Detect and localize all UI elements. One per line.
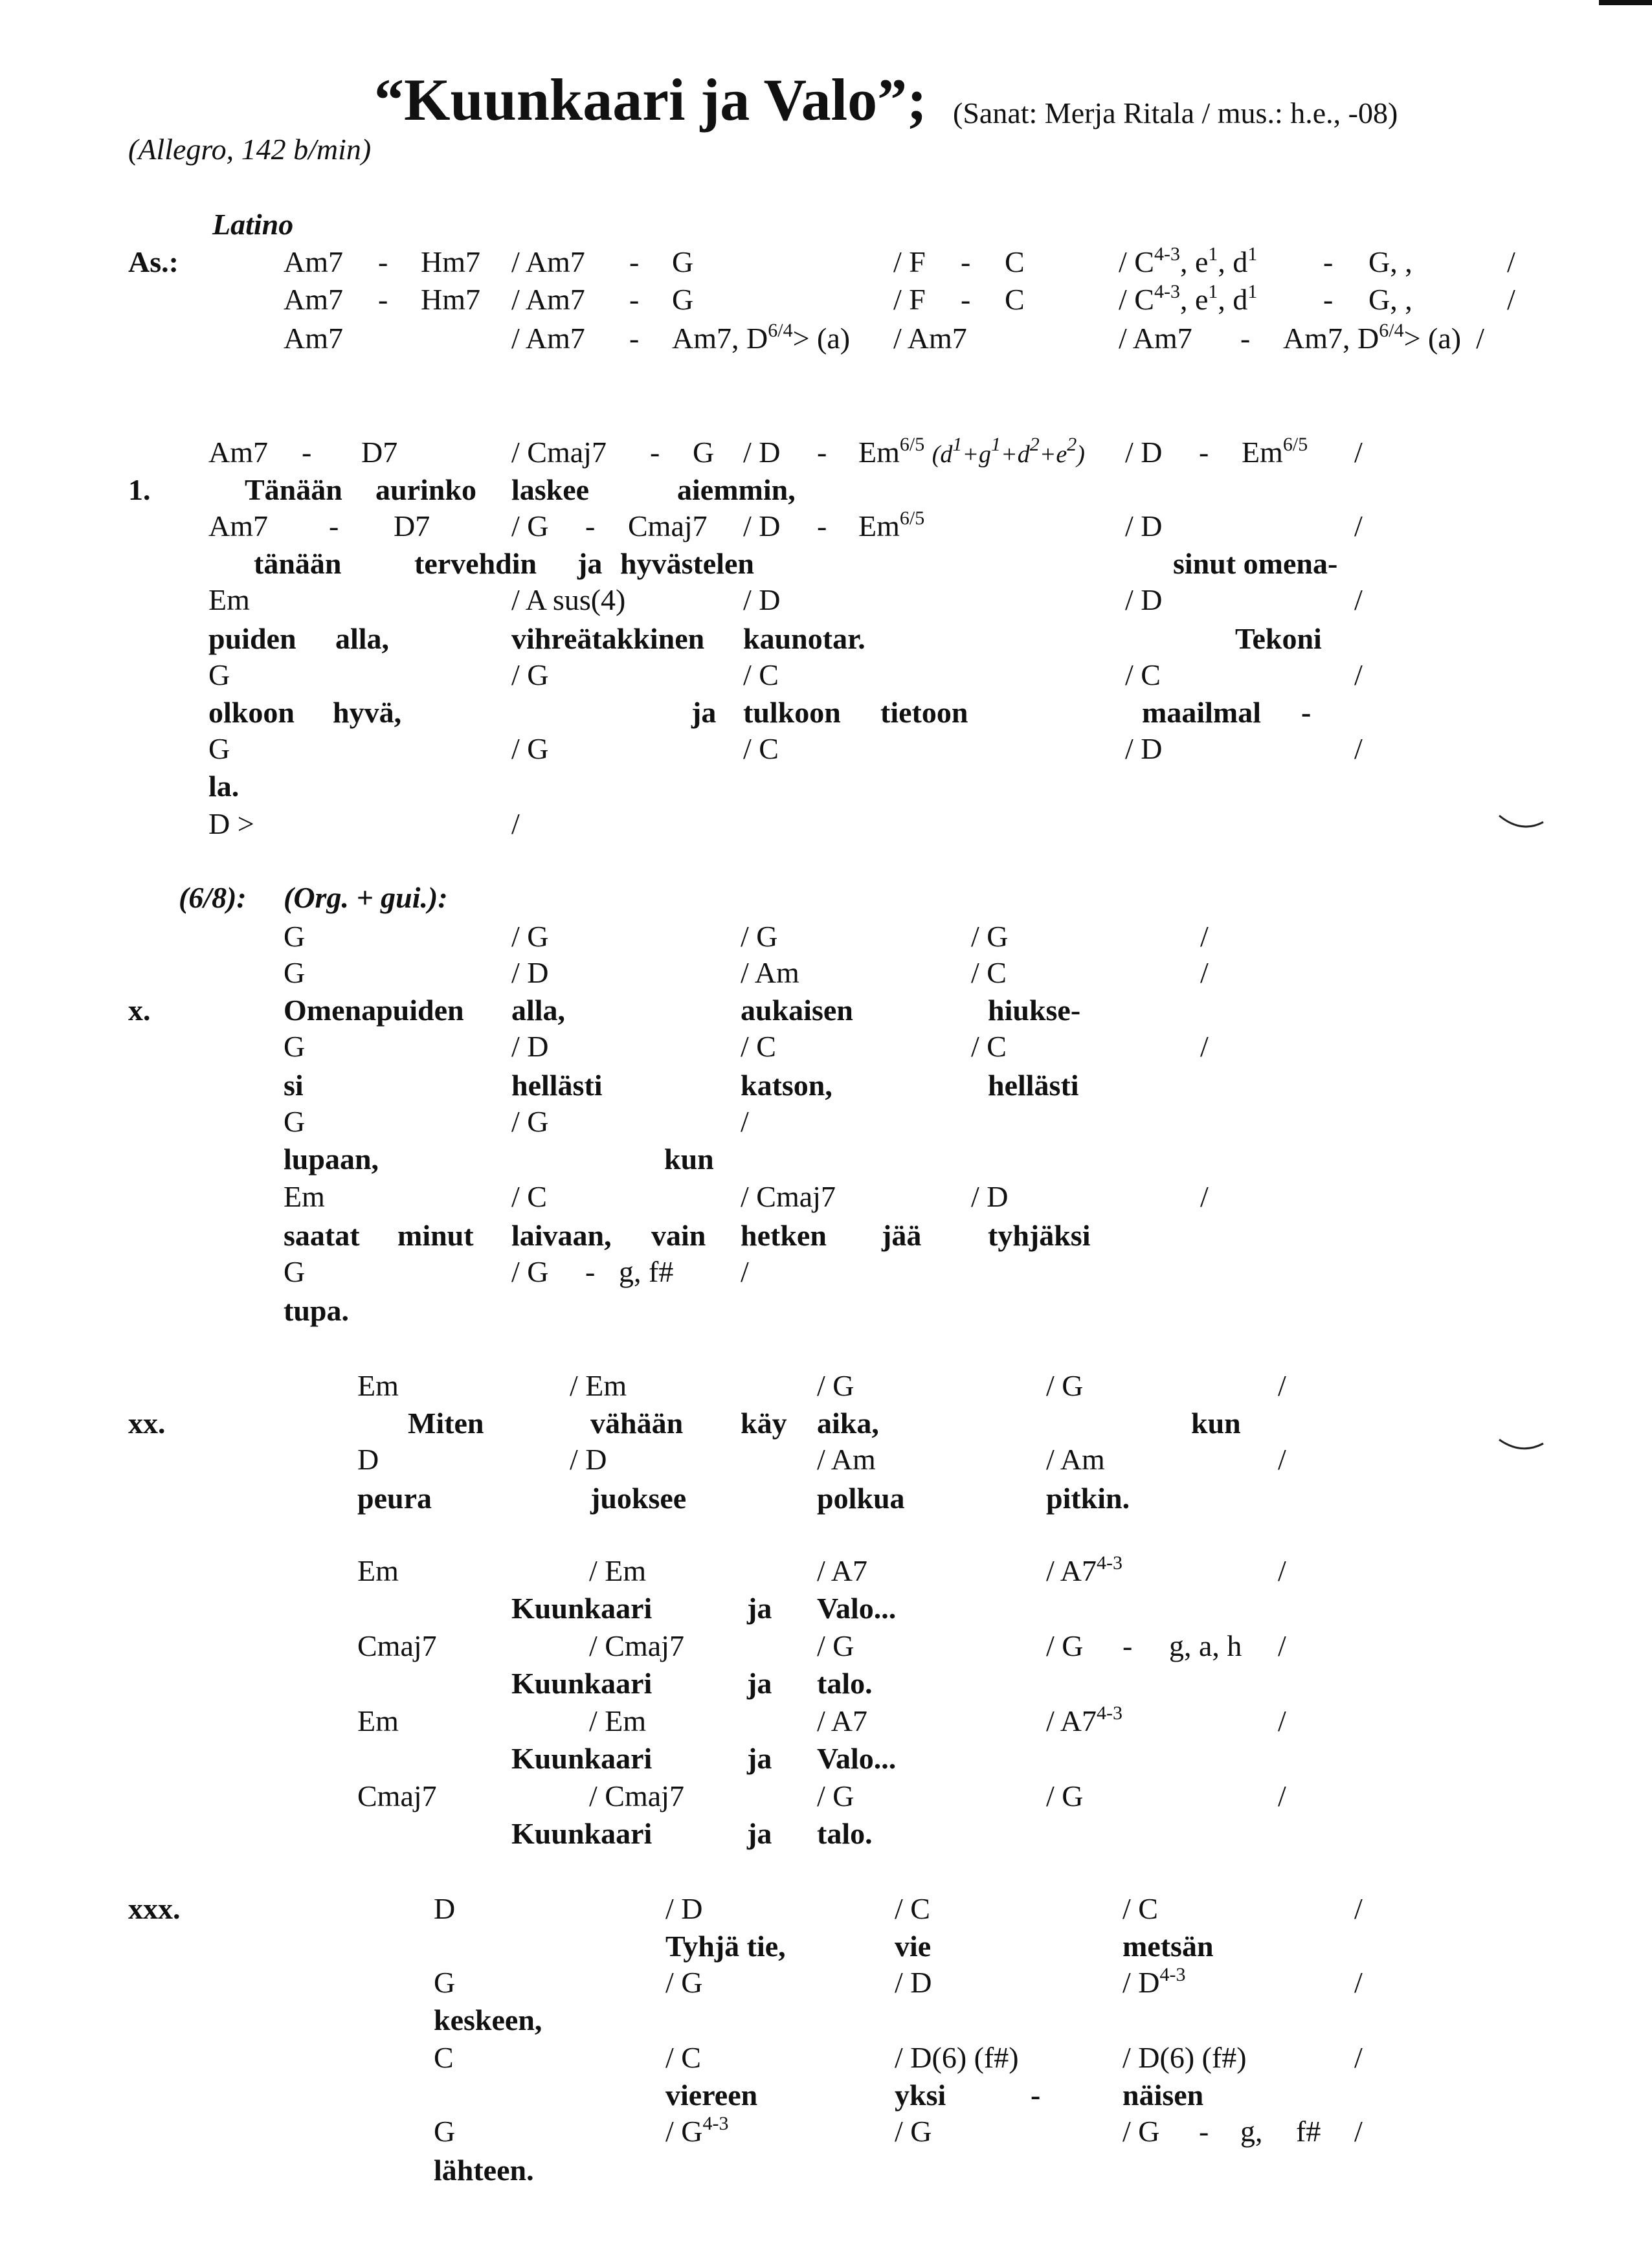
lyric: laskee — [511, 473, 590, 506]
chord: / D — [895, 1966, 932, 1999]
chord-group — [672, 320, 851, 355]
tempo-marking: (Allegro, 142 b/min) — [128, 133, 372, 166]
lyric: pitkin. — [1046, 1482, 1130, 1515]
chord: / Am7 — [511, 283, 585, 316]
chord: / D — [511, 1030, 549, 1063]
chord: / Am — [1046, 1443, 1105, 1476]
chord: / G — [665, 1966, 703, 1999]
chord-dash: - — [1122, 1629, 1133, 1662]
chord: Em — [357, 1554, 399, 1587]
intro-label: As.: — [128, 245, 179, 278]
chord-group — [1122, 1964, 1186, 1999]
chord: / A7 — [1046, 1704, 1097, 1737]
lyric: kun — [664, 1143, 714, 1176]
chord: / C — [971, 956, 1007, 989]
chord-group — [1283, 320, 1484, 355]
chord-dash: - — [329, 509, 339, 542]
lyric: hellästi — [988, 1069, 1079, 1102]
chord: G — [208, 658, 230, 691]
chord: Am7 — [284, 245, 343, 278]
chord: / D — [1125, 509, 1163, 542]
chord: / F — [893, 245, 926, 278]
chord-superscript: 4-3 — [1154, 281, 1180, 302]
lyric: talo. — [817, 1667, 873, 1700]
lyric: viereen — [665, 2079, 758, 2112]
chord-dash: - — [302, 436, 312, 469]
chord: , d — [1218, 245, 1248, 278]
lyric: tupa. — [284, 1294, 349, 1327]
chord-superscript: 1 — [1247, 281, 1258, 302]
chord: G — [434, 1966, 456, 1999]
chord: / G — [511, 1255, 549, 1288]
chord: G — [434, 2115, 456, 2148]
chord-dash: - — [817, 436, 827, 469]
chord: Am7 — [208, 509, 268, 542]
bar-line: / — [1354, 2041, 1363, 2074]
chord-superscript: 4-3 — [1096, 1552, 1122, 1574]
lyric: peura — [357, 1482, 432, 1515]
chord-dash: - — [817, 509, 827, 542]
lyric: yksi — [895, 2079, 946, 2112]
chord: , e — [1179, 245, 1209, 278]
lyric: Tyhjä tie, — [665, 1930, 786, 1963]
song-credits: (Sanat: Merja Ritala / mus.: h.e., -08) — [953, 96, 1398, 129]
chord: , e — [1179, 283, 1209, 316]
bar-line: / — [1200, 1180, 1209, 1213]
chord-dash: - — [585, 1255, 596, 1288]
lyric: jää — [882, 1219, 922, 1252]
verse-label: xx. — [128, 1407, 166, 1440]
chord: Em — [357, 1704, 399, 1737]
chord: Em — [858, 436, 900, 469]
lyric: Omenapuiden — [284, 994, 464, 1027]
chord-group — [1242, 434, 1308, 469]
lyric: olkoon — [208, 696, 295, 729]
chord: Am7 — [208, 436, 268, 469]
lyric: kun — [1191, 1407, 1241, 1440]
chord-superscript: 6/5 — [899, 434, 925, 455]
lyric: si — [284, 1069, 304, 1102]
lyric: metsän — [1122, 1930, 1214, 1963]
chord: / G — [817, 1779, 854, 1812]
chord: / A7 — [817, 1704, 867, 1737]
bar-line: / — [1278, 1443, 1286, 1476]
bar-line: / — [1354, 1966, 1363, 1999]
chord: / G — [741, 920, 778, 953]
chord: / A7 — [817, 1554, 867, 1587]
chord: G — [284, 920, 306, 953]
lyric: Valo... — [817, 1592, 897, 1625]
chord-superscript: 1 — [1208, 281, 1218, 302]
chord-dash: - — [1199, 436, 1209, 469]
chord: / Cmaj7 — [589, 1779, 684, 1812]
chord-dash: - — [961, 245, 971, 278]
chord: g, a, h — [1169, 1629, 1242, 1662]
chord-superscript: 6/5 — [899, 507, 925, 529]
chord-superscript: 6/4 — [1379, 320, 1404, 341]
bar-line: / — [1200, 1030, 1209, 1063]
chord-superscript: 6/4 — [768, 320, 793, 341]
chord: / Am7 — [511, 245, 585, 278]
style-label: Latino — [212, 208, 294, 241]
chord: / C — [1125, 658, 1161, 691]
chord: Em — [208, 583, 250, 616]
lyric: aukaisen — [741, 994, 853, 1027]
chord-dash: - — [1323, 283, 1334, 316]
bar-line: / — [1354, 732, 1363, 765]
chord-dash: - — [629, 322, 640, 355]
chord: G — [693, 436, 715, 469]
chord: Em — [858, 509, 900, 542]
lyric: tietoon — [880, 696, 968, 729]
chord: Hm7 — [421, 245, 480, 278]
chord: / Am — [817, 1443, 876, 1476]
chord: Am7 — [284, 283, 343, 316]
chord: / D — [1125, 732, 1163, 765]
bar-line: / — [1354, 2115, 1363, 2148]
chord-group — [1119, 281, 1258, 316]
chord: / Am7 — [893, 322, 967, 355]
chord: / D — [511, 956, 549, 989]
lyric: Valo... — [817, 1742, 897, 1775]
lyric: polkua — [817, 1482, 905, 1515]
bar-line: / — [1507, 283, 1515, 316]
chord: / G — [511, 658, 549, 691]
chord: Em — [357, 1369, 399, 1402]
lyric: käy — [741, 1407, 787, 1440]
bar-line: / — [741, 1105, 749, 1138]
lyric: Kuunkaari — [511, 1817, 653, 1850]
chord: / Am7 — [511, 322, 585, 355]
chord: G — [672, 245, 694, 278]
chord: D — [434, 1892, 456, 1925]
punch-hole-mark — [1495, 1424, 1547, 1463]
chord-group — [858, 434, 1085, 469]
chord: / G — [1046, 1369, 1084, 1402]
bar-line: / — [1354, 509, 1363, 542]
lyric: ja — [747, 1742, 772, 1775]
bar-line: / — [1278, 1704, 1286, 1737]
chord: / C — [743, 658, 779, 691]
chord-group — [858, 507, 925, 542]
chord-group — [1119, 243, 1258, 278]
chord: / C — [665, 2041, 701, 2074]
bar-line: / — [1354, 583, 1363, 616]
chord: / G — [511, 509, 549, 542]
bar-line: / — [1200, 920, 1209, 953]
bar-line: / — [1278, 1369, 1286, 1402]
verse-label: xxx. — [128, 1892, 181, 1925]
lyric: ja — [747, 1667, 772, 1700]
lyric: Tänään — [245, 473, 342, 506]
chord: D7 — [361, 436, 398, 469]
song-title: “Kuunkaari ja Valo”; — [374, 67, 927, 133]
verse-label: 1. — [128, 473, 151, 506]
lyric: alla, — [335, 622, 390, 655]
chord: / D — [1125, 436, 1163, 469]
lyric: hellästi — [511, 1069, 603, 1102]
chord: / Am7 — [1119, 322, 1192, 355]
chord: / Em — [589, 1554, 647, 1587]
chord: > (a) / — [1403, 322, 1484, 355]
lyric: aiemmin, — [677, 473, 796, 506]
chord-dash: - — [629, 245, 640, 278]
lyric: Kuunkaari — [511, 1742, 653, 1775]
chord: C — [434, 2041, 454, 2074]
chord-superscript: 1 — [1208, 243, 1218, 265]
lyric: kaunotar. — [743, 622, 865, 655]
chord: / C — [511, 1180, 547, 1213]
chord: / G — [817, 1369, 854, 1402]
chord-dash: - — [1323, 245, 1334, 278]
chord: g, f# — [619, 1255, 674, 1288]
lyric: ja — [691, 696, 717, 729]
chord: / G — [1046, 1779, 1084, 1812]
chord: f# — [1296, 2115, 1321, 2148]
lyric: maailmal — [1142, 696, 1261, 729]
chord: / D — [665, 1892, 703, 1925]
lyric: tervehdin — [414, 547, 537, 580]
lyric: la. — [208, 770, 240, 803]
lyric: Tekoni — [1235, 622, 1322, 655]
chord: Am7, D — [672, 322, 768, 355]
chord: Am7 — [284, 322, 343, 355]
lyric: ja — [747, 1592, 772, 1625]
chord: / Cmaj7 — [741, 1180, 836, 1213]
chord: / C — [743, 732, 779, 765]
chord: g, — [1240, 2115, 1263, 2148]
chord-superscript: 1 — [1247, 243, 1258, 265]
chord: G — [284, 956, 306, 989]
chord: / G — [511, 1105, 549, 1138]
lyric-hyphen: - — [1031, 2079, 1041, 2112]
chord-group — [1046, 1702, 1122, 1737]
chord: / G — [1046, 1629, 1084, 1662]
bar-line: / — [511, 807, 520, 840]
chord-superscript: 4-3 — [1154, 243, 1180, 265]
chord-dash: - — [961, 283, 971, 316]
chord: D > — [208, 807, 254, 840]
lyric: alla, — [511, 994, 566, 1027]
lyric: saatat — [284, 1219, 360, 1252]
lyric: tänään — [254, 547, 342, 580]
chord: G — [208, 732, 230, 765]
lyric: ja — [747, 1817, 772, 1850]
chord: D7 — [394, 509, 430, 542]
lyric: vihreätakkinen — [511, 622, 705, 655]
chord: / G — [1122, 2115, 1160, 2148]
lyric: minut — [397, 1219, 474, 1252]
chord: G, , — [1368, 245, 1412, 278]
chord: / D — [743, 509, 781, 542]
chord-note: $(d^1+g^1+d^2+e^2)$ — [932, 434, 1085, 468]
bar-line: / — [1278, 1779, 1286, 1812]
lyric: hyvä, — [333, 696, 402, 729]
chord: / C — [1119, 245, 1154, 278]
chord: / C — [971, 1030, 1007, 1063]
chord-dash: - — [378, 283, 388, 316]
lyric: tyhjäksi — [988, 1219, 1091, 1252]
lyric: aurinko — [375, 473, 476, 506]
chord: / Em — [570, 1369, 627, 1402]
chord: / G — [971, 920, 1009, 953]
lyric: talo. — [817, 1817, 873, 1850]
chord: / D — [570, 1443, 607, 1476]
chord: C — [1005, 283, 1025, 316]
chord: / Cmaj7 — [589, 1629, 684, 1662]
chord-dash: - — [1199, 2115, 1209, 2148]
chord-group — [665, 2113, 729, 2148]
lyric: lupaan, — [284, 1143, 379, 1176]
chord: Cmaj7 — [357, 1779, 437, 1812]
chord: / D — [971, 1180, 1009, 1213]
verse-label: x. — [128, 994, 151, 1027]
chord: / C — [741, 1030, 776, 1063]
chord: Am7, D — [1283, 322, 1379, 355]
meter-label: (6/8): — [179, 881, 247, 914]
chord: / C — [1122, 1892, 1158, 1925]
chord: / G — [665, 2115, 703, 2148]
bar-line: / — [1200, 956, 1209, 989]
chord: Em — [284, 1180, 325, 1213]
chord: / Cmaj7 — [511, 436, 607, 469]
chord: / Em — [589, 1704, 647, 1737]
lyric: Kuunkaari — [511, 1592, 653, 1625]
chord: / D(6) (f#) — [895, 2041, 1019, 2074]
chord: D — [357, 1443, 379, 1476]
chord: Hm7 — [421, 283, 480, 316]
chord: G — [284, 1105, 306, 1138]
bar-line: / — [1278, 1629, 1286, 1662]
chord-dash: - — [1240, 322, 1251, 355]
bar-line: / — [741, 1255, 749, 1288]
chord: / D — [743, 583, 781, 616]
chord: Em — [1242, 436, 1283, 469]
lyric: juoksee — [590, 1482, 687, 1515]
chord: / D — [743, 436, 781, 469]
chord: , d — [1218, 283, 1248, 316]
lyric: Kuunkaari — [511, 1667, 653, 1700]
chord: G — [284, 1255, 306, 1288]
chord-superscript: 4-3 — [702, 2113, 729, 2134]
lyric: vie — [895, 1930, 932, 1963]
lyric-hyphen: - — [1301, 696, 1312, 729]
lyric: tulkoon — [743, 696, 841, 729]
bar-line: / — [1354, 436, 1363, 469]
lyric: hyvästelen — [620, 547, 754, 580]
lyric: hiukse- — [988, 994, 1081, 1027]
lyric: laivaan, — [511, 1219, 612, 1252]
chord: Cmaj7 — [628, 509, 708, 542]
lyric: vähään — [590, 1407, 684, 1440]
chord: G — [284, 1030, 306, 1063]
chord: / D — [1122, 1966, 1160, 1999]
lyric: hetken — [741, 1219, 827, 1252]
chord-superscript: 4-3 — [1159, 1964, 1186, 1985]
chord: G — [672, 283, 694, 316]
lyric: sinut omena- — [1173, 547, 1338, 580]
chord: Cmaj7 — [357, 1629, 437, 1662]
chord: / G — [511, 732, 549, 765]
lyric: Miten — [408, 1407, 484, 1440]
chord: / D — [1125, 583, 1163, 616]
chord: / C — [895, 1892, 930, 1925]
chord-dash: - — [650, 436, 660, 469]
chord-dash: - — [585, 509, 596, 542]
lyric: puiden — [208, 622, 296, 655]
chord: > (a) — [792, 322, 851, 355]
chord: / D(6) (f#) — [1122, 2041, 1247, 2074]
bar-line: / — [1278, 1554, 1286, 1587]
chord: / A sus(4) — [511, 583, 626, 616]
chord: / C — [1119, 283, 1154, 316]
chord: G, , — [1368, 283, 1412, 316]
bar-line: / — [1354, 1892, 1363, 1925]
chord-dash: - — [378, 245, 388, 278]
punch-hole-mark — [1495, 796, 1547, 835]
chord-dash: - — [629, 283, 640, 316]
lyric: keskeen, — [434, 2003, 542, 2036]
chord: / Am — [741, 956, 799, 989]
bar-line: / — [1354, 658, 1363, 691]
chord: / G — [511, 920, 549, 953]
chord-superscript: 4-3 — [1096, 1702, 1122, 1724]
lyric: katson, — [741, 1069, 832, 1102]
bar-line: / — [1507, 245, 1515, 278]
chord: / G — [817, 1629, 854, 1662]
chord: / F — [893, 283, 926, 316]
lyric: näisen — [1122, 2079, 1204, 2112]
lyric: lähteen. — [434, 2154, 534, 2187]
scan-edge-mark — [1599, 0, 1652, 5]
chord-superscript: 6/5 — [1282, 434, 1308, 455]
chord: / A7 — [1046, 1554, 1097, 1587]
lyric: vain — [651, 1219, 706, 1252]
lyric: aika, — [817, 1407, 879, 1440]
chord-group — [1046, 1552, 1122, 1587]
instrumentation-label: (Org. + gui.): — [284, 881, 448, 914]
chord: C — [1005, 245, 1025, 278]
chord: / G — [895, 2115, 932, 2148]
lyric: ja — [577, 547, 603, 580]
